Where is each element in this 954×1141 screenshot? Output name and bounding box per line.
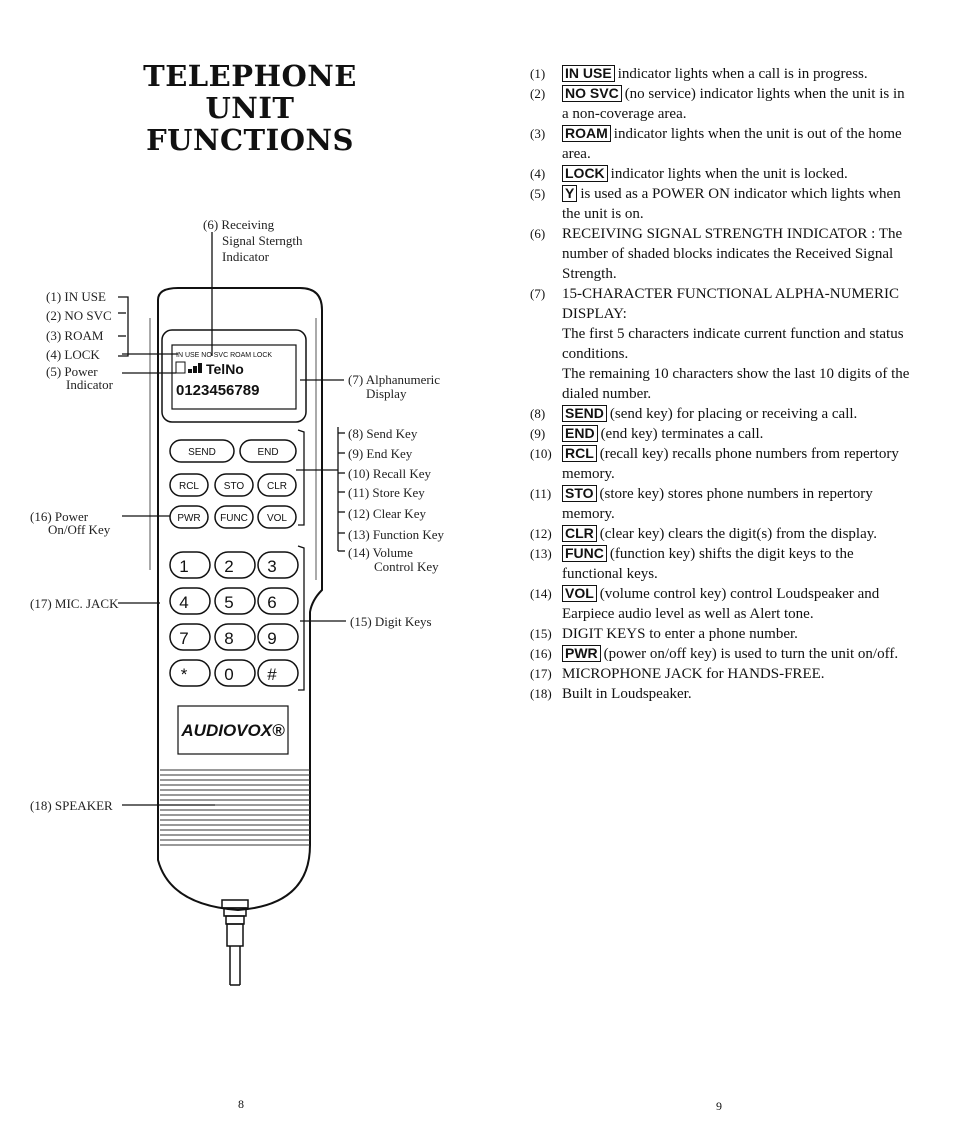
callout-end: (9) End Key [348, 446, 413, 461]
item-text: (power on/off key) is used to turn the unit on/off. [603, 646, 899, 662]
star-key [170, 660, 210, 686]
digit-key-5 [215, 588, 255, 614]
item-text: 15-CHARACTER FUNCTIONAL ALPHA-NUMERIC DISPLAY: [562, 286, 899, 322]
digit-key-1 [170, 552, 210, 578]
callout-lock: (4) LOCK [46, 347, 100, 362]
key-box: NO SVC [562, 85, 622, 102]
item-number: (4) [530, 166, 546, 181]
list-item [530, 644, 910, 664]
callout-recall: (10) Recall Key [348, 466, 432, 481]
pwr-key-label: PWR [177, 513, 201, 524]
key-box: PWR [562, 645, 601, 662]
key-box: SEND [562, 405, 607, 422]
item-number: (16) [530, 646, 552, 661]
digit-key-8-label: 8 [224, 629, 234, 648]
callout-alphanumeric: (7) Alphanumeric [348, 372, 441, 387]
callout-receiving-3: Indicator [222, 249, 269, 264]
list-item [530, 164, 910, 184]
list-item [530, 124, 910, 164]
item-text-extra: The remaining 10 characters show the last 10 digits of the dialed number. [562, 366, 910, 402]
digit-key-7 [170, 624, 210, 650]
callout-receiving: (6) Receiving [203, 217, 275, 232]
func-key-label: FUNC [220, 513, 248, 524]
pound-key [258, 660, 298, 686]
digit-key-6 [258, 588, 298, 614]
callout-in-use: (1) IN USE [46, 289, 106, 304]
key-box: RCL [562, 445, 597, 462]
callout-roam: (3) ROAM [46, 328, 104, 343]
list-item [530, 424, 910, 444]
item-number: (7) [530, 286, 546, 301]
item-number: (8) [530, 406, 546, 421]
list-item [530, 284, 910, 404]
callout-power: (5) Power [46, 364, 98, 379]
vol-key-label: VOL [266, 513, 288, 524]
digit-key-6-label: 6 [267, 593, 277, 612]
item-text-extra: The first 5 characters indicate current function and status conditions. [562, 326, 904, 362]
signal-bar-3 [198, 363, 202, 373]
item-number: (14) [530, 586, 552, 601]
lcd-line-2: 0123456789 [176, 382, 260, 399]
key-box: FUNC [562, 545, 607, 562]
digit-key-9 [258, 624, 298, 650]
brand-logo: AUDIOVOX® [181, 721, 285, 740]
item-text: MICROPHONE JACK for HANDS-FREE. [562, 666, 825, 682]
callout-store: (11) Store Key [348, 485, 425, 500]
list-item [530, 484, 910, 524]
callout-volume: (14) Volume [348, 545, 413, 560]
item-number: (11) [530, 486, 552, 501]
digit-key-7-label: 7 [179, 629, 189, 648]
key-box: IN USE [562, 65, 615, 82]
key-box: STO [562, 485, 597, 502]
key-box: ROAM [562, 125, 611, 142]
digit-key-1-label: 1 [179, 557, 189, 576]
list-item [530, 544, 910, 584]
item-text: indicator lights when the unit is locked. [610, 166, 848, 182]
list-item [530, 524, 910, 544]
callout-mic-jack: (17) MIC. JACK [30, 596, 119, 611]
handset-cord [222, 900, 248, 985]
list-item [530, 444, 910, 484]
antenna-icon: Y [562, 185, 577, 202]
list-item [530, 84, 910, 124]
rcl-key-label: RCL [178, 481, 200, 492]
digit-key-0-label: 0 [224, 665, 234, 684]
digit-key-8 [215, 624, 255, 650]
list-item [530, 64, 910, 84]
item-number: (3) [530, 126, 546, 141]
digit-key-5-label: 5 [224, 593, 234, 612]
item-text: (function key) shifts the digit keys to the functional keys. [562, 546, 854, 582]
sto-key-label: STO [223, 481, 245, 492]
key-box: END [562, 425, 598, 442]
page-number-right: 9 [716, 1099, 722, 1113]
callout-power-2: Indicator [66, 377, 113, 392]
list-item [530, 224, 910, 284]
item-text: (no service) indicator lights when the unit is in a non-coverage area. [562, 86, 905, 122]
key-box: VOL [562, 585, 597, 602]
digit-key-3 [258, 552, 298, 578]
digit-key-9-label: 9 [267, 629, 277, 648]
item-text: (end key) terminates a call. [600, 426, 764, 442]
callout-digit-keys: (15) Digit Keys [350, 614, 432, 629]
lcd-line-1: TelNo [206, 361, 244, 377]
item-text: (send key) for placing or receiving a call. [609, 406, 858, 422]
function-list [530, 64, 910, 704]
item-number: (9) [530, 426, 546, 441]
item-number: (17) [530, 666, 552, 681]
list-item [530, 624, 910, 644]
list-item [530, 664, 910, 684]
callout-send: (8) Send Key [348, 426, 418, 441]
list-item [530, 684, 910, 704]
item-number: (10) [530, 446, 552, 461]
callout-power-onoff: (16) Power [30, 509, 89, 524]
digit-key-2-label: 2 [224, 557, 234, 576]
list-item [530, 584, 910, 624]
key-box: CLR [562, 525, 597, 542]
item-text: indicator lights when a call is in progress. [617, 66, 868, 82]
item-number: (5) [530, 186, 546, 201]
item-number: (15) [530, 626, 552, 641]
list-item [530, 184, 910, 224]
send-key-label: SEND [188, 447, 216, 458]
lcd-indicators: IN USE NO SVC ROAM LOCK [176, 352, 273, 359]
item-text: is used as a POWER ON indicator which lights when the unit is on. [562, 186, 901, 222]
end-key-label: END [257, 447, 279, 458]
callout-power-onoff-2: On/Off Key [48, 522, 111, 537]
signal-bar-1 [188, 369, 192, 373]
callout-clear: (12) Clear Key [348, 506, 426, 521]
item-text: (recall key) recalls phone numbers from repertory memory. [562, 446, 899, 482]
item-text: Built in Loudspeaker. [562, 686, 692, 702]
page-number-left: 8 [238, 1097, 244, 1111]
callout-no-svc: (2) NO SVC [46, 308, 112, 323]
item-number: (12) [530, 526, 552, 541]
callout-receiving-2: Signal Sterngth [222, 233, 303, 248]
digit-key-2 [215, 552, 255, 578]
item-text: indicator lights when the unit is out of the home area. [562, 126, 902, 162]
item-number: (18) [530, 686, 552, 701]
title-line-1: TELEPHONE UNIT [143, 59, 357, 125]
digit-key-4-label: 4 [179, 593, 189, 612]
digit-key-4 [170, 588, 210, 614]
item-text: (store key) stores phone numbers in repertory memory. [562, 486, 873, 522]
item-number: (6) [530, 226, 546, 241]
item-text: (volume control key) control Loudspeaker and Earpiece audio level as well as Alert tone. [562, 586, 880, 622]
key-box: LOCK [562, 165, 608, 182]
item-text: RECEIVING SIGNAL STRENGTH INDICATOR : The number of shaded blocks indicates the Received Signal Strength. [562, 226, 903, 282]
digit-key-0 [215, 660, 255, 686]
callout-alphanumeric-2: Display [366, 386, 407, 401]
clr-key-label: CLR [266, 481, 288, 492]
item-text: (clear key) clears the digit(s) from the display. [599, 526, 878, 542]
callout-function: (13) Function Key [348, 527, 445, 542]
callout-speaker: (18) SPEAKER [30, 798, 113, 813]
item-number: (2) [530, 86, 546, 101]
star-key-label: * [180, 665, 188, 684]
callout-volume-2: Control Key [374, 559, 439, 574]
item-number: (13) [530, 546, 552, 561]
list-item [530, 404, 910, 424]
signal-bar-2 [193, 366, 197, 373]
title-line-2: FUNCTIONS [146, 123, 354, 157]
pound-key-label: # [267, 665, 277, 684]
item-number: (1) [530, 66, 546, 81]
digit-key-3-label: 3 [267, 557, 277, 576]
item-text: DIGIT KEYS to enter a phone number. [562, 626, 798, 642]
